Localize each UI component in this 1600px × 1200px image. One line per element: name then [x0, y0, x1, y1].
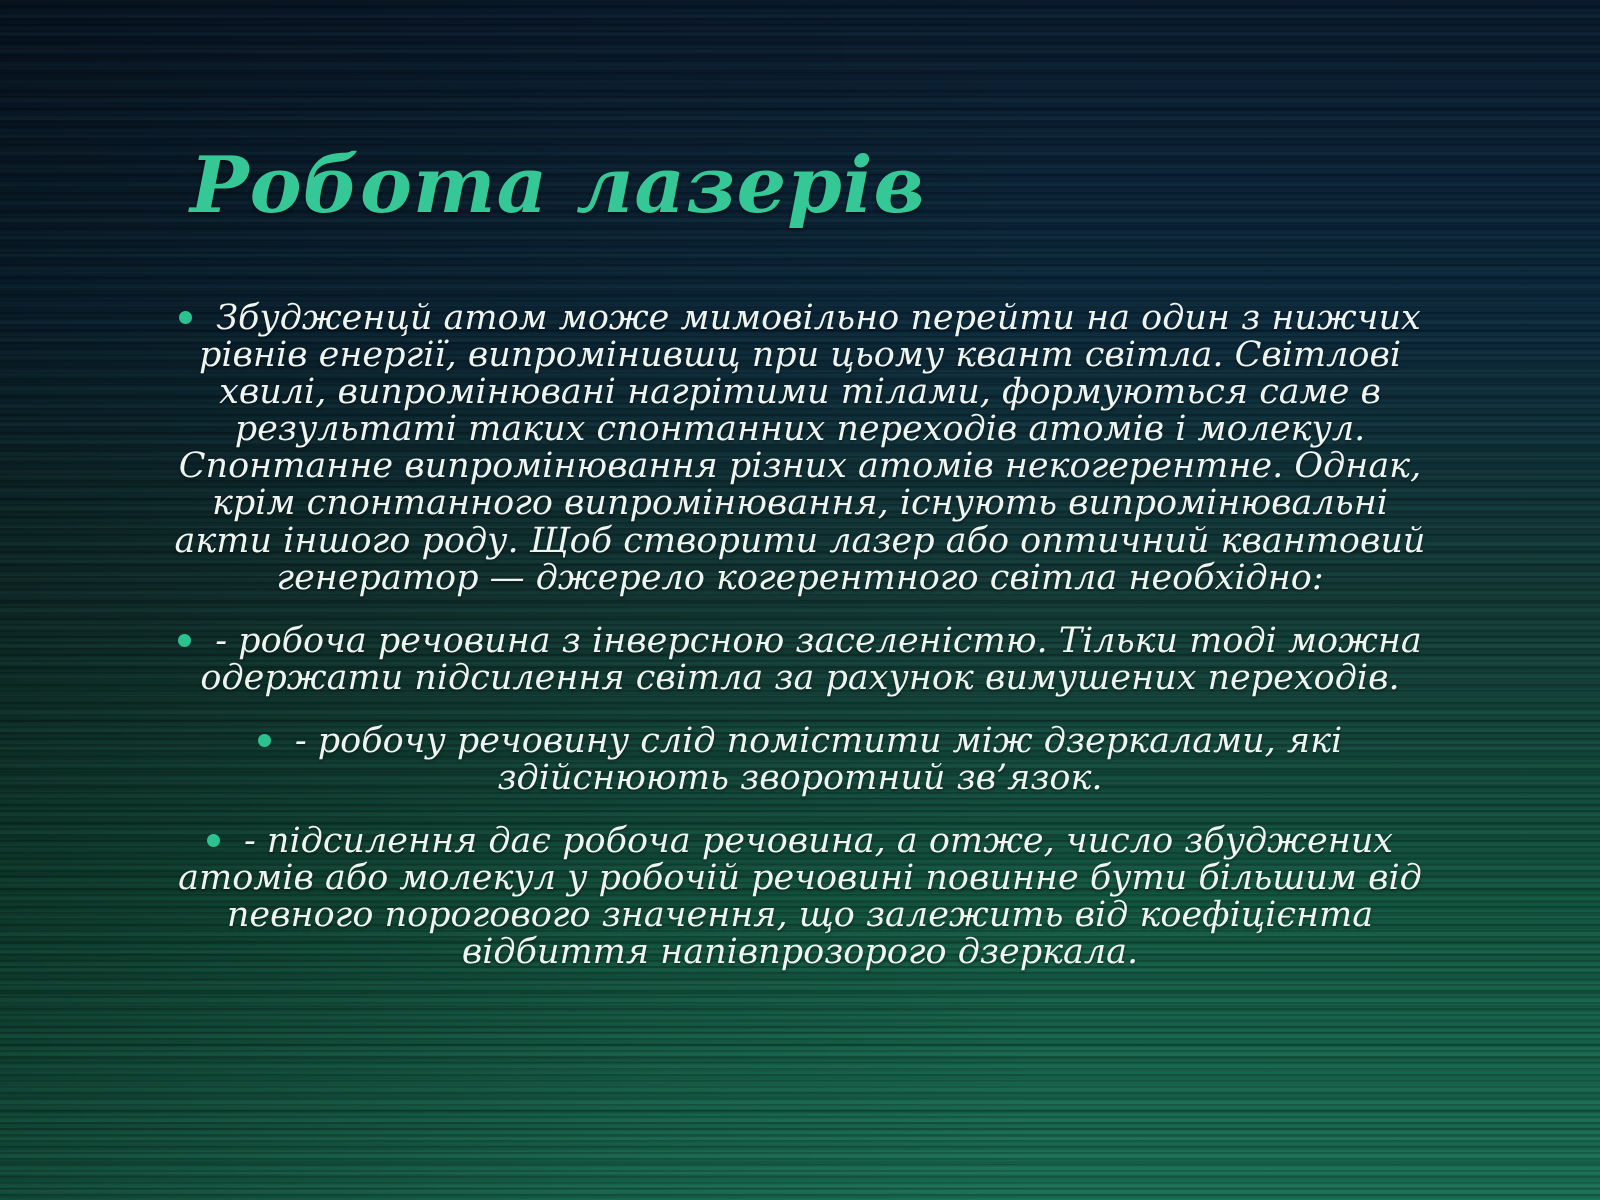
slide-title: Робота лазерів: [190, 140, 926, 231]
bullet-text: - робочу речовину слід помістити між дзеркалами, які здійснюють зворотний зв’язок.: [294, 720, 1343, 799]
bullet-dot-icon: [179, 311, 192, 324]
bullet-item: [170, 300, 1430, 597]
bullet-dot-icon: [207, 834, 220, 847]
bullet-dot-icon: [178, 634, 191, 647]
bullet-list: [170, 300, 1430, 998]
bullet-text: - підсилення дає робоча речовина, а отже, число збуджених атомів або молекул у робочій речовині повинне бути більшим від певного порогового значення, що залежить від коефіцієнта відбиття напівпрозорого дзеркала.: [178, 821, 1422, 973]
bullet-dot-icon: [258, 734, 271, 747]
bullet-item: [170, 720, 1430, 799]
bullet-item: [170, 620, 1430, 698]
bullet-text: Збудженцй атом може мимовільно перейти на один з нижчих рівнів енергії, випромінившц при цьому квант світла. Світлові хвилі, випромінювані нагрітими тілами, формуються саме в результаті таких спонтанних переходів атомів і молекул. Спонтанне випромінювання різних атомів некогерентне. Однак, крім спонтанного випромінювання, існують випромінювальні акти іншого роду. Щоб створити лазер або оптичний квантовий генератор — джерело когерентного світла необхідно:: [174, 298, 1426, 598]
bullet-item: [170, 823, 1430, 971]
bullet-text: - робоча речовина з інверсною заселеністю. Тільки тоді можна одержати підсилення світла за рахунок вимушених переходів.: [200, 620, 1422, 698]
